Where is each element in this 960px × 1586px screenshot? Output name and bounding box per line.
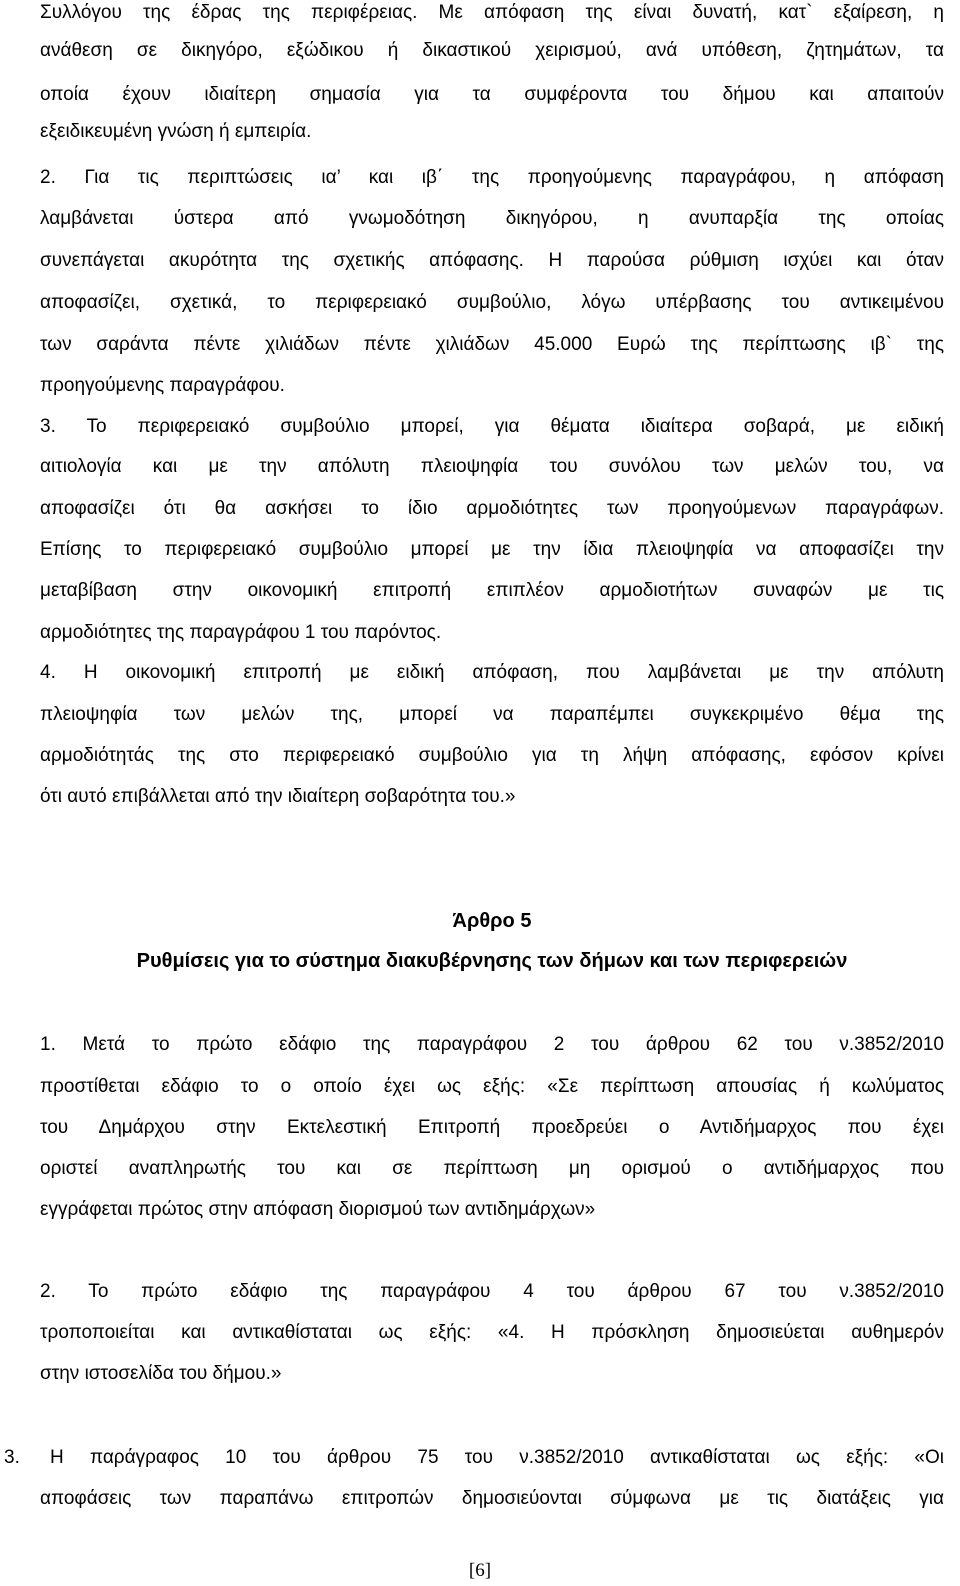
paragraph-line: Η παράγραφος 10 του άρθρου 75 του ν.3852/2010 αντικαθίσταται ως εξής: «Οι <box>50 1447 944 1468</box>
paragraph-line: ότι αυτό επιβάλλεται από την ιδιαίτερη σοβαρότητα του.» <box>40 786 516 807</box>
paragraph-line: αρμοδιότητες της παραγράφου 1 του παρόντος. <box>40 622 442 643</box>
paragraph-line: αποφασίζει ότι θα ασκήσει το ίδιο αρμοδιότητες των προηγούμενων παραγράφων. <box>40 498 944 519</box>
paragraph-line: τροποποιείται και αντικαθίσταται ως εξής: «4. Η πρόσκληση δημοσιεύεται αυθημερόν <box>40 1322 944 1343</box>
paragraph-line: εξειδικευμένη γνώση ή εμπειρία. <box>40 121 312 142</box>
paragraph-line: 4. Η οικονομική επιτροπή με ειδική απόφαση, που λαμβάνεται με την απόλυτη <box>40 662 944 683</box>
paragraph-line: οριστεί αναπληρωτής του και σε περίπτωση μη ορισμού ο αντιδήμαρχος που <box>40 1158 944 1179</box>
paragraph-line: Συλλόγου της έδρας της περιφέρειας. Με απόφαση της είναι δυνατή, κατ` εξαίρεση, η <box>40 2 944 23</box>
paragraph-line: αποφάσεις των παραπάνω επιτροπών δημοσιεύονται σύμφωνα με τις διατάξεις για <box>40 1488 944 1509</box>
paragraph-line: στην ιστοσελίδα του δήμου.» <box>40 1363 282 1384</box>
paragraph-line: εγγράφεται πρώτος στην απόφαση διορισμού των αντιδημάρχων» <box>40 1199 596 1220</box>
article-title: Ρυθμίσεις για το σύστημα διακυβέρνησης των δήμων και των περιφερειών <box>136 950 848 972</box>
paragraph-line: οποία έχουν ιδιαίτερη σημασία για τα συμφέροντα του δήμου και απαιτούν <box>40 84 944 105</box>
paragraph-line: 2. Για τις περιπτώσεις ια’ και ιβ΄ της προηγούμενης παραγράφου, η απόφαση <box>40 167 944 188</box>
paragraph-line: συνεπάγεται ακυρότητα της σχετικής απόφασης. Η παρούσα ρύθμιση ισχύει και όταν <box>40 250 944 271</box>
paragraph-line: των σαράντα πέντε χιλιάδων πέντε χιλιάδων 45.000 Ευρώ της περίπτωσης ιβ` της <box>40 334 944 355</box>
paragraph-line: ανάθεση σε δικηγόρο, εξώδικου ή δικαστικού χειρισμού, ανά υπόθεση, ζητημάτων, τα <box>40 40 944 61</box>
paragraph-line: προστίθεται εδάφιο το ο οποίο έχει ως εξής: «Σε περίπτωση απουσίας ή κωλύματος <box>40 1076 944 1097</box>
page-number: [6] <box>468 1560 492 1581</box>
paragraph-line: του Δημάρχου στην Εκτελεστική Επιτροπή προεδρεύει ο Αντιδήμαρχος που έχει <box>40 1117 944 1138</box>
list-number: 3. <box>4 1447 20 1468</box>
paragraph-line: 1. Μετά το πρώτο εδάφιο της παραγράφου 2 του άρθρου 62 του ν.3852/2010 <box>40 1034 944 1055</box>
paragraph-line: μεταβίβαση στην οικονομική επιτροπή επιπλέον αρμοδιοτήτων συναφών με τις <box>40 580 944 601</box>
paragraph-line: προηγούμενης παραγράφου. <box>40 375 285 396</box>
paragraph-line: αρμοδιότητάς της στο περιφερειακό συμβούλιο για τη λήψη απόφασης, εφόσον κρίνει <box>40 745 944 766</box>
paragraph-line: Επίσης το περιφερειακό συμβούλιο μπορεί με την ίδια πλειοψηφία να αποφασίζει την <box>40 539 944 560</box>
paragraph-line: λαμβάνεται ύστερα από γνωμοδότηση δικηγόρου, η ανυπαρξία της οποίας <box>40 208 944 229</box>
paragraph-line: αποφασίζει, σχετικά, το περιφερειακό συμβούλιο, λόγω υπέρβασης του αντικειμένου <box>40 292 944 313</box>
paragraph-line: 3. Το περιφερειακό συμβούλιο μπορεί, για θέματα ιδιαίτερα σοβαρά, με ειδική <box>40 416 944 437</box>
article-number: Άρθρο 5 <box>452 910 532 932</box>
paragraph-line: 2. Το πρώτο εδάφιο της παραγράφου 4 του άρθρου 67 του ν.3852/2010 <box>40 1281 944 1302</box>
paragraph-line: αιτιολογία και με την απόλυτη πλειοψηφία του συνόλου των μελών του, να <box>40 456 944 477</box>
paragraph-line: πλειοψηφία των μελών της, μπορεί να παραπέμπει συγκεκριμένο θέμα της <box>40 704 944 725</box>
